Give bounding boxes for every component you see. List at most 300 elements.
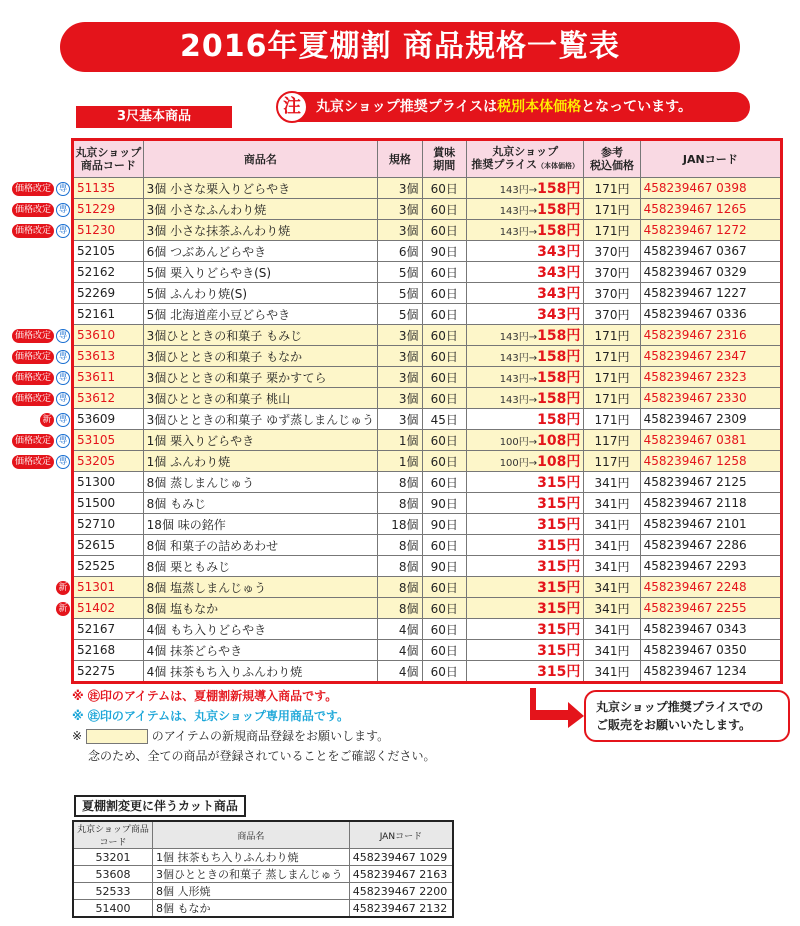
- cell-spec: 3個: [378, 199, 422, 220]
- cell-spec: 3個: [378, 346, 422, 367]
- cell-exp: 60日: [422, 619, 466, 640]
- exclusive-badge-icon: 専: [56, 329, 70, 343]
- cell-code: 51229: [73, 199, 144, 220]
- recommended-price: 158円: [537, 370, 581, 386]
- cut-cell-name: 8個 人形焼: [153, 883, 350, 900]
- cell-tax: 341円: [584, 493, 640, 514]
- header-spec: 規格: [378, 140, 422, 178]
- cell-jan: 458239467 1265: [640, 199, 781, 220]
- cell-spec: 3個: [378, 409, 422, 430]
- cell-jan: 458239467 2118: [640, 493, 781, 514]
- exclusive-badge-icon: 専: [56, 371, 70, 385]
- row-badge-group: [2, 410, 70, 430]
- cell-tax: 370円: [584, 241, 640, 262]
- cell-exp: 60日: [422, 430, 466, 451]
- cell-name: 18個 味の銘作: [143, 514, 377, 535]
- cell-price: [467, 577, 584, 598]
- cut-cell-name: 3個ひとときの和菓子 蒸しまんじゅう: [153, 866, 350, 883]
- cell-price: [467, 262, 584, 283]
- price-change-badge: 価格改定: [12, 224, 54, 238]
- cell-jan: 458239467 2309: [640, 409, 781, 430]
- note-mark-icon: 注: [276, 91, 308, 123]
- recommended-price: 158円: [537, 391, 581, 407]
- table-row: [73, 409, 782, 430]
- cell-code: 52525: [73, 556, 144, 577]
- table-row: [73, 577, 782, 598]
- cell-name: 3個ひとときの和菓子 もなか: [143, 346, 377, 367]
- cell-code: 53610: [73, 325, 144, 346]
- cell-code: 51300: [73, 472, 144, 493]
- cell-name: 8個 和菓子の詰めあわせ: [143, 535, 377, 556]
- table-row: [73, 241, 782, 262]
- cut-header-jan: JANコード: [349, 821, 453, 849]
- cell-name: 3個ひとときの和菓子 ゆず蒸しまんじゅう: [143, 409, 377, 430]
- exclusive-badge-icon: 専: [56, 392, 70, 406]
- cell-tax: 341円: [584, 535, 640, 556]
- table-row: [73, 220, 782, 241]
- cell-tax: 171円: [584, 409, 640, 430]
- cut-cell-jan: 458239467 1029: [349, 849, 453, 866]
- table-row: [73, 430, 782, 451]
- recommended-price: 315円: [537, 580, 581, 596]
- new-badge-icon: 新: [56, 602, 70, 616]
- recommended-price: 108円: [537, 454, 581, 470]
- table-row: [73, 514, 782, 535]
- recommended-price: 108円: [537, 433, 581, 449]
- table-row: [73, 346, 782, 367]
- table-row: [73, 388, 782, 409]
- cell-exp: 60日: [422, 451, 466, 472]
- table-row: [73, 472, 782, 493]
- cell-jan: 458239467 2323: [640, 367, 781, 388]
- cell-name: 3個ひとときの和菓子 桃山: [143, 388, 377, 409]
- exclusive-badge-icon: 専: [56, 224, 70, 238]
- exclusive-badge-icon: 専: [56, 203, 70, 217]
- cell-spec: 4個: [378, 661, 422, 683]
- new-badge-icon: 新: [40, 413, 54, 427]
- cut-header-name: 商品名: [153, 821, 350, 849]
- cell-code: 53611: [73, 367, 144, 388]
- recommended-price: 315円: [537, 664, 581, 680]
- cut-table-row: [73, 849, 453, 866]
- row-badge-group: [2, 578, 70, 598]
- cell-price: [467, 535, 584, 556]
- cell-exp: 60日: [422, 220, 466, 241]
- highlight-swatch: [86, 729, 148, 744]
- exclusive-badge-icon: 専: [56, 182, 70, 196]
- cell-tax: 171円: [584, 199, 640, 220]
- cell-exp: 60日: [422, 367, 466, 388]
- cell-name: 1個 ふんわり焼: [143, 451, 377, 472]
- recommended-price: 315円: [537, 643, 581, 659]
- cell-spec: 8個: [378, 493, 422, 514]
- cell-name: 1個 栗入りどらやき: [143, 430, 377, 451]
- recommended-price: 343円: [537, 244, 581, 260]
- cell-tax: 117円: [584, 430, 640, 451]
- old-price: 143円→: [499, 395, 538, 406]
- row-badge-group: [2, 326, 70, 346]
- table-row: [73, 262, 782, 283]
- cell-tax: 370円: [584, 304, 640, 325]
- cell-price: [467, 556, 584, 577]
- recommend-callout: 丸京ショップ推奨プライスでの ご販売をお願いいたします。: [584, 690, 790, 742]
- cell-tax: 171円: [584, 220, 640, 241]
- table-row: [73, 325, 782, 346]
- recommended-price: 158円: [537, 349, 581, 365]
- table-row: [73, 619, 782, 640]
- table-row: [73, 661, 782, 683]
- recommended-price: 158円: [537, 328, 581, 344]
- cell-name: 8個 蒸しまんじゅう: [143, 472, 377, 493]
- recommended-price: 158円: [537, 202, 581, 218]
- old-price: 143円→: [499, 185, 538, 196]
- cell-name: 8個 栗ともみじ: [143, 556, 377, 577]
- cell-spec: 3個: [378, 178, 422, 199]
- old-price: 143円→: [499, 353, 538, 364]
- cell-tax: 341円: [584, 556, 640, 577]
- cell-name: 3個 小さな栗入りどらやき: [143, 178, 377, 199]
- exclusive-badge-icon: 専: [56, 434, 70, 448]
- product-spec-table: [71, 138, 783, 684]
- notice-text: 丸京ショップ推奨プライスは税別本体価格となっています。: [316, 99, 693, 115]
- cell-jan: 458239467 0398: [640, 178, 781, 199]
- cell-jan: 458239467 1258: [640, 451, 781, 472]
- cell-name: 3個 小さな抹茶ふんわり焼: [143, 220, 377, 241]
- cell-price: [467, 346, 584, 367]
- cell-spec: 5個: [378, 262, 422, 283]
- cell-jan: 458239467 2316: [640, 325, 781, 346]
- cell-exp: 90日: [422, 556, 466, 577]
- cell-exp: 90日: [422, 493, 466, 514]
- cell-exp: 45日: [422, 409, 466, 430]
- cell-name: 3個ひとときの和菓子 栗かすてら: [143, 367, 377, 388]
- cell-tax: 341円: [584, 472, 640, 493]
- cell-jan: 458239467 0381: [640, 430, 781, 451]
- cut-cell-jan: 458239467 2200: [349, 883, 453, 900]
- cell-spec: 3個: [378, 325, 422, 346]
- cell-price: [467, 514, 584, 535]
- cell-spec: 5個: [378, 283, 422, 304]
- cell-tax: 341円: [584, 577, 640, 598]
- price-change-badge: 価格改定: [12, 203, 54, 217]
- cell-price: [467, 325, 584, 346]
- cell-exp: 60日: [422, 325, 466, 346]
- row-badge-group: [2, 599, 70, 619]
- old-price: 100円→: [499, 437, 538, 448]
- cell-code: 52105: [73, 241, 144, 262]
- notes: [72, 686, 436, 766]
- cell-code: 53105: [73, 430, 144, 451]
- recommended-price: 315円: [537, 559, 581, 575]
- old-price: 100円→: [499, 458, 538, 469]
- cell-exp: 60日: [422, 598, 466, 619]
- table-row: [73, 451, 782, 472]
- cell-tax: 341円: [584, 514, 640, 535]
- old-price: 143円→: [499, 206, 538, 217]
- recommended-price: 343円: [537, 265, 581, 281]
- cell-exp: 60日: [422, 661, 466, 683]
- cell-price: [467, 619, 584, 640]
- cell-code: 51500: [73, 493, 144, 514]
- cell-tax: 370円: [584, 262, 640, 283]
- row-badge-group: [2, 200, 70, 220]
- recommended-price: 315円: [537, 601, 581, 617]
- cell-name: 4個 もち入りどらやき: [143, 619, 377, 640]
- cell-code: 53613: [73, 346, 144, 367]
- price-change-badge: 価格改定: [12, 350, 54, 364]
- table-row: [73, 367, 782, 388]
- cell-tax: 341円: [584, 661, 640, 683]
- recommended-price: 158円: [537, 181, 581, 197]
- cell-spec: 4個: [378, 640, 422, 661]
- table-row: [73, 178, 782, 199]
- cell-tax: 117円: [584, 451, 640, 472]
- cell-code: 51301: [73, 577, 144, 598]
- exclusive-badge-icon: 専: [56, 413, 70, 427]
- price-change-badge: 価格改定: [12, 434, 54, 448]
- cell-name: 8個 もみじ: [143, 493, 377, 514]
- exclusive-badge-icon: 専: [56, 350, 70, 364]
- price-change-badge: 価格改定: [12, 329, 54, 343]
- header-expiry: 賞味 期間: [422, 140, 466, 178]
- recommended-price: 343円: [537, 307, 581, 323]
- table-row: [73, 535, 782, 556]
- cell-exp: 90日: [422, 514, 466, 535]
- old-price: 143円→: [499, 332, 538, 343]
- cell-spec: 1個: [378, 451, 422, 472]
- cut-items-title: 夏棚割変更に伴うカット商品: [74, 795, 246, 817]
- old-price: 143円→: [499, 374, 538, 385]
- cell-code: 51402: [73, 598, 144, 619]
- cell-name: 3個 小さなふんわり焼: [143, 199, 377, 220]
- exclusive-item-note: ※ ㊟印のアイテムは、丸京ショップ専用商品です。: [72, 709, 349, 723]
- cell-jan: 458239467 1272: [640, 220, 781, 241]
- table-row: [73, 283, 782, 304]
- arrow-icon: [530, 688, 586, 728]
- recommended-price: 158円: [537, 223, 581, 239]
- cut-cell-code: 53608: [73, 866, 153, 883]
- cell-price: [467, 199, 584, 220]
- row-badge-group: [2, 179, 70, 199]
- recommended-price: 158円: [537, 412, 581, 428]
- exclusive-badge-icon: 専: [56, 455, 70, 469]
- cell-price: [467, 598, 584, 619]
- cell-jan: 458239467 2330: [640, 388, 781, 409]
- header-jan: JANコード: [640, 140, 781, 178]
- cell-code: 52275: [73, 661, 144, 683]
- cell-code: 53609: [73, 409, 144, 430]
- cell-jan: 458239467 2286: [640, 535, 781, 556]
- recommended-price: 343円: [537, 286, 581, 302]
- cell-jan: 458239467 0343: [640, 619, 781, 640]
- cut-cell-name: 8個 もなか: [153, 900, 350, 918]
- cell-code: 51135: [73, 178, 144, 199]
- cell-spec: 8個: [378, 535, 422, 556]
- old-price: 143円→: [499, 227, 538, 238]
- cut-cell-jan: 458239467 2132: [349, 900, 453, 918]
- row-badge-group: [2, 452, 70, 472]
- cell-tax: 341円: [584, 619, 640, 640]
- cell-price: [467, 304, 584, 325]
- table-row: [73, 598, 782, 619]
- cell-spec: 8個: [378, 556, 422, 577]
- cell-price: [467, 367, 584, 388]
- cell-code: 53612: [73, 388, 144, 409]
- cell-price: [467, 661, 584, 683]
- cell-code: 52269: [73, 283, 144, 304]
- cell-price: [467, 430, 584, 451]
- cell-jan: 458239467 1227: [640, 283, 781, 304]
- cell-price: [467, 472, 584, 493]
- cell-code: 52162: [73, 262, 144, 283]
- cell-tax: 171円: [584, 325, 640, 346]
- cell-name: 4個 抹茶どらやき: [143, 640, 377, 661]
- cell-code: 52161: [73, 304, 144, 325]
- header-code: 丸京ショップ 商品コード: [73, 140, 144, 178]
- row-badge-group: [2, 368, 70, 388]
- cell-exp: 60日: [422, 283, 466, 304]
- cell-price: [467, 640, 584, 661]
- cut-cell-code: 52533: [73, 883, 153, 900]
- cell-exp: 60日: [422, 640, 466, 661]
- cell-jan: 458239467 2293: [640, 556, 781, 577]
- cell-jan: 458239467 2248: [640, 577, 781, 598]
- table-row: [73, 640, 782, 661]
- notice-highlight: 税別本体価格: [497, 99, 582, 115]
- cell-spec: 8個: [378, 577, 422, 598]
- table-row: [73, 493, 782, 514]
- cell-name: 5個 北海道産小豆どらやき: [143, 304, 377, 325]
- price-change-badge: 価格改定: [12, 455, 54, 469]
- recommended-price: 315円: [537, 538, 581, 554]
- cell-spec: 8個: [378, 598, 422, 619]
- new-item-note: ※ ㊟印のアイテムは、夏棚割新規導入商品です。: [72, 689, 338, 703]
- cell-code: 52615: [73, 535, 144, 556]
- cell-tax: 171円: [584, 388, 640, 409]
- row-badge-group: [2, 347, 70, 367]
- page-title: 2016年夏棚割 商品規格一覧表: [60, 22, 740, 72]
- cell-code: 52168: [73, 640, 144, 661]
- cut-table-row: [73, 900, 453, 918]
- section-label: 3尺基本商品: [76, 106, 232, 128]
- row-badge-group: [2, 389, 70, 409]
- price-change-badge: 価格改定: [12, 371, 54, 385]
- cell-price: [467, 451, 584, 472]
- cell-price: [467, 220, 584, 241]
- cell-exp: 60日: [422, 577, 466, 598]
- recommended-price: 315円: [537, 475, 581, 491]
- cell-jan: 458239467 0329: [640, 262, 781, 283]
- cell-jan: 458239467 1234: [640, 661, 781, 683]
- price-notice: [282, 92, 750, 122]
- header-tax-price: 参考 税込価格: [584, 140, 640, 178]
- cell-tax: 171円: [584, 178, 640, 199]
- cut-cell-jan: 458239467 2163: [349, 866, 453, 883]
- cut-cell-name: 1個 抹茶もち入りふんわり焼: [153, 849, 350, 866]
- cell-spec: 4個: [378, 619, 422, 640]
- cut-items-table: [72, 820, 454, 918]
- cell-spec: 3個: [378, 388, 422, 409]
- cell-spec: 3個: [378, 220, 422, 241]
- cell-price: [467, 178, 584, 199]
- cell-spec: 18個: [378, 514, 422, 535]
- cell-code: 52710: [73, 514, 144, 535]
- cell-spec: 8個: [378, 472, 422, 493]
- cell-exp: 60日: [422, 178, 466, 199]
- recommended-price: 315円: [537, 496, 581, 512]
- cut-cell-code: 53201: [73, 849, 153, 866]
- cell-exp: 60日: [422, 472, 466, 493]
- cell-jan: 458239467 0350: [640, 640, 781, 661]
- cell-price: [467, 241, 584, 262]
- cut-table-row: [73, 883, 453, 900]
- cell-jan: 458239467 2101: [640, 514, 781, 535]
- cell-jan: 458239467 0367: [640, 241, 781, 262]
- cell-jan: 458239467 0336: [640, 304, 781, 325]
- cell-jan: 458239467 2255: [640, 598, 781, 619]
- header-price: 丸京ショップ 推奨プライス（本体価格）: [467, 140, 584, 178]
- cell-name: 5個 栗入りどらやき(S): [143, 262, 377, 283]
- cell-exp: 60日: [422, 304, 466, 325]
- cell-spec: 3個: [378, 367, 422, 388]
- cut-table-row: [73, 866, 453, 883]
- table-row: [73, 556, 782, 577]
- confirm-note: 念のため、全ての商品が登録されていることをご確認ください。: [88, 749, 436, 763]
- cell-name: 4個 抹茶もち入りふんわり焼: [143, 661, 377, 683]
- cell-jan: 458239467 2347: [640, 346, 781, 367]
- cell-tax: 171円: [584, 346, 640, 367]
- table-row: [73, 304, 782, 325]
- cell-price: [467, 409, 584, 430]
- header-name: 商品名: [143, 140, 377, 178]
- cell-name: 8個 塩もなか: [143, 598, 377, 619]
- recommended-price: 315円: [537, 517, 581, 533]
- cell-exp: 90日: [422, 241, 466, 262]
- cell-price: [467, 388, 584, 409]
- price-change-badge: 価格改定: [12, 392, 54, 406]
- row-badge-group: [2, 431, 70, 451]
- cell-tax: 370円: [584, 283, 640, 304]
- cell-tax: 171円: [584, 367, 640, 388]
- cell-name: 8個 塩蒸しまんじゅう: [143, 577, 377, 598]
- cell-exp: 60日: [422, 346, 466, 367]
- cell-tax: 341円: [584, 640, 640, 661]
- cut-cell-code: 51400: [73, 900, 153, 918]
- cell-exp: 60日: [422, 262, 466, 283]
- row-badge-group: [2, 221, 70, 241]
- register-note: ※ のアイテムの新規商品登録をお願いします。: [72, 729, 390, 743]
- new-badge-icon: 新: [56, 581, 70, 595]
- cut-header-code: 丸京ショップ商品コード: [73, 821, 153, 849]
- cell-name: 5個 ふんわり焼(S): [143, 283, 377, 304]
- price-change-badge: 価格改定: [12, 182, 54, 196]
- cell-spec: 1個: [378, 430, 422, 451]
- recommended-price: 315円: [537, 622, 581, 638]
- cell-exp: 60日: [422, 535, 466, 556]
- cell-spec: 6個: [378, 241, 422, 262]
- cell-code: 51230: [73, 220, 144, 241]
- cell-exp: 60日: [422, 388, 466, 409]
- cell-name: 3個ひとときの和菓子 もみじ: [143, 325, 377, 346]
- cell-code: 53205: [73, 451, 144, 472]
- cell-price: [467, 283, 584, 304]
- cell-tax: 341円: [584, 598, 640, 619]
- cell-spec: 5個: [378, 304, 422, 325]
- cell-price: [467, 493, 584, 514]
- cell-code: 52167: [73, 619, 144, 640]
- cell-jan: 458239467 2125: [640, 472, 781, 493]
- table-row: [73, 199, 782, 220]
